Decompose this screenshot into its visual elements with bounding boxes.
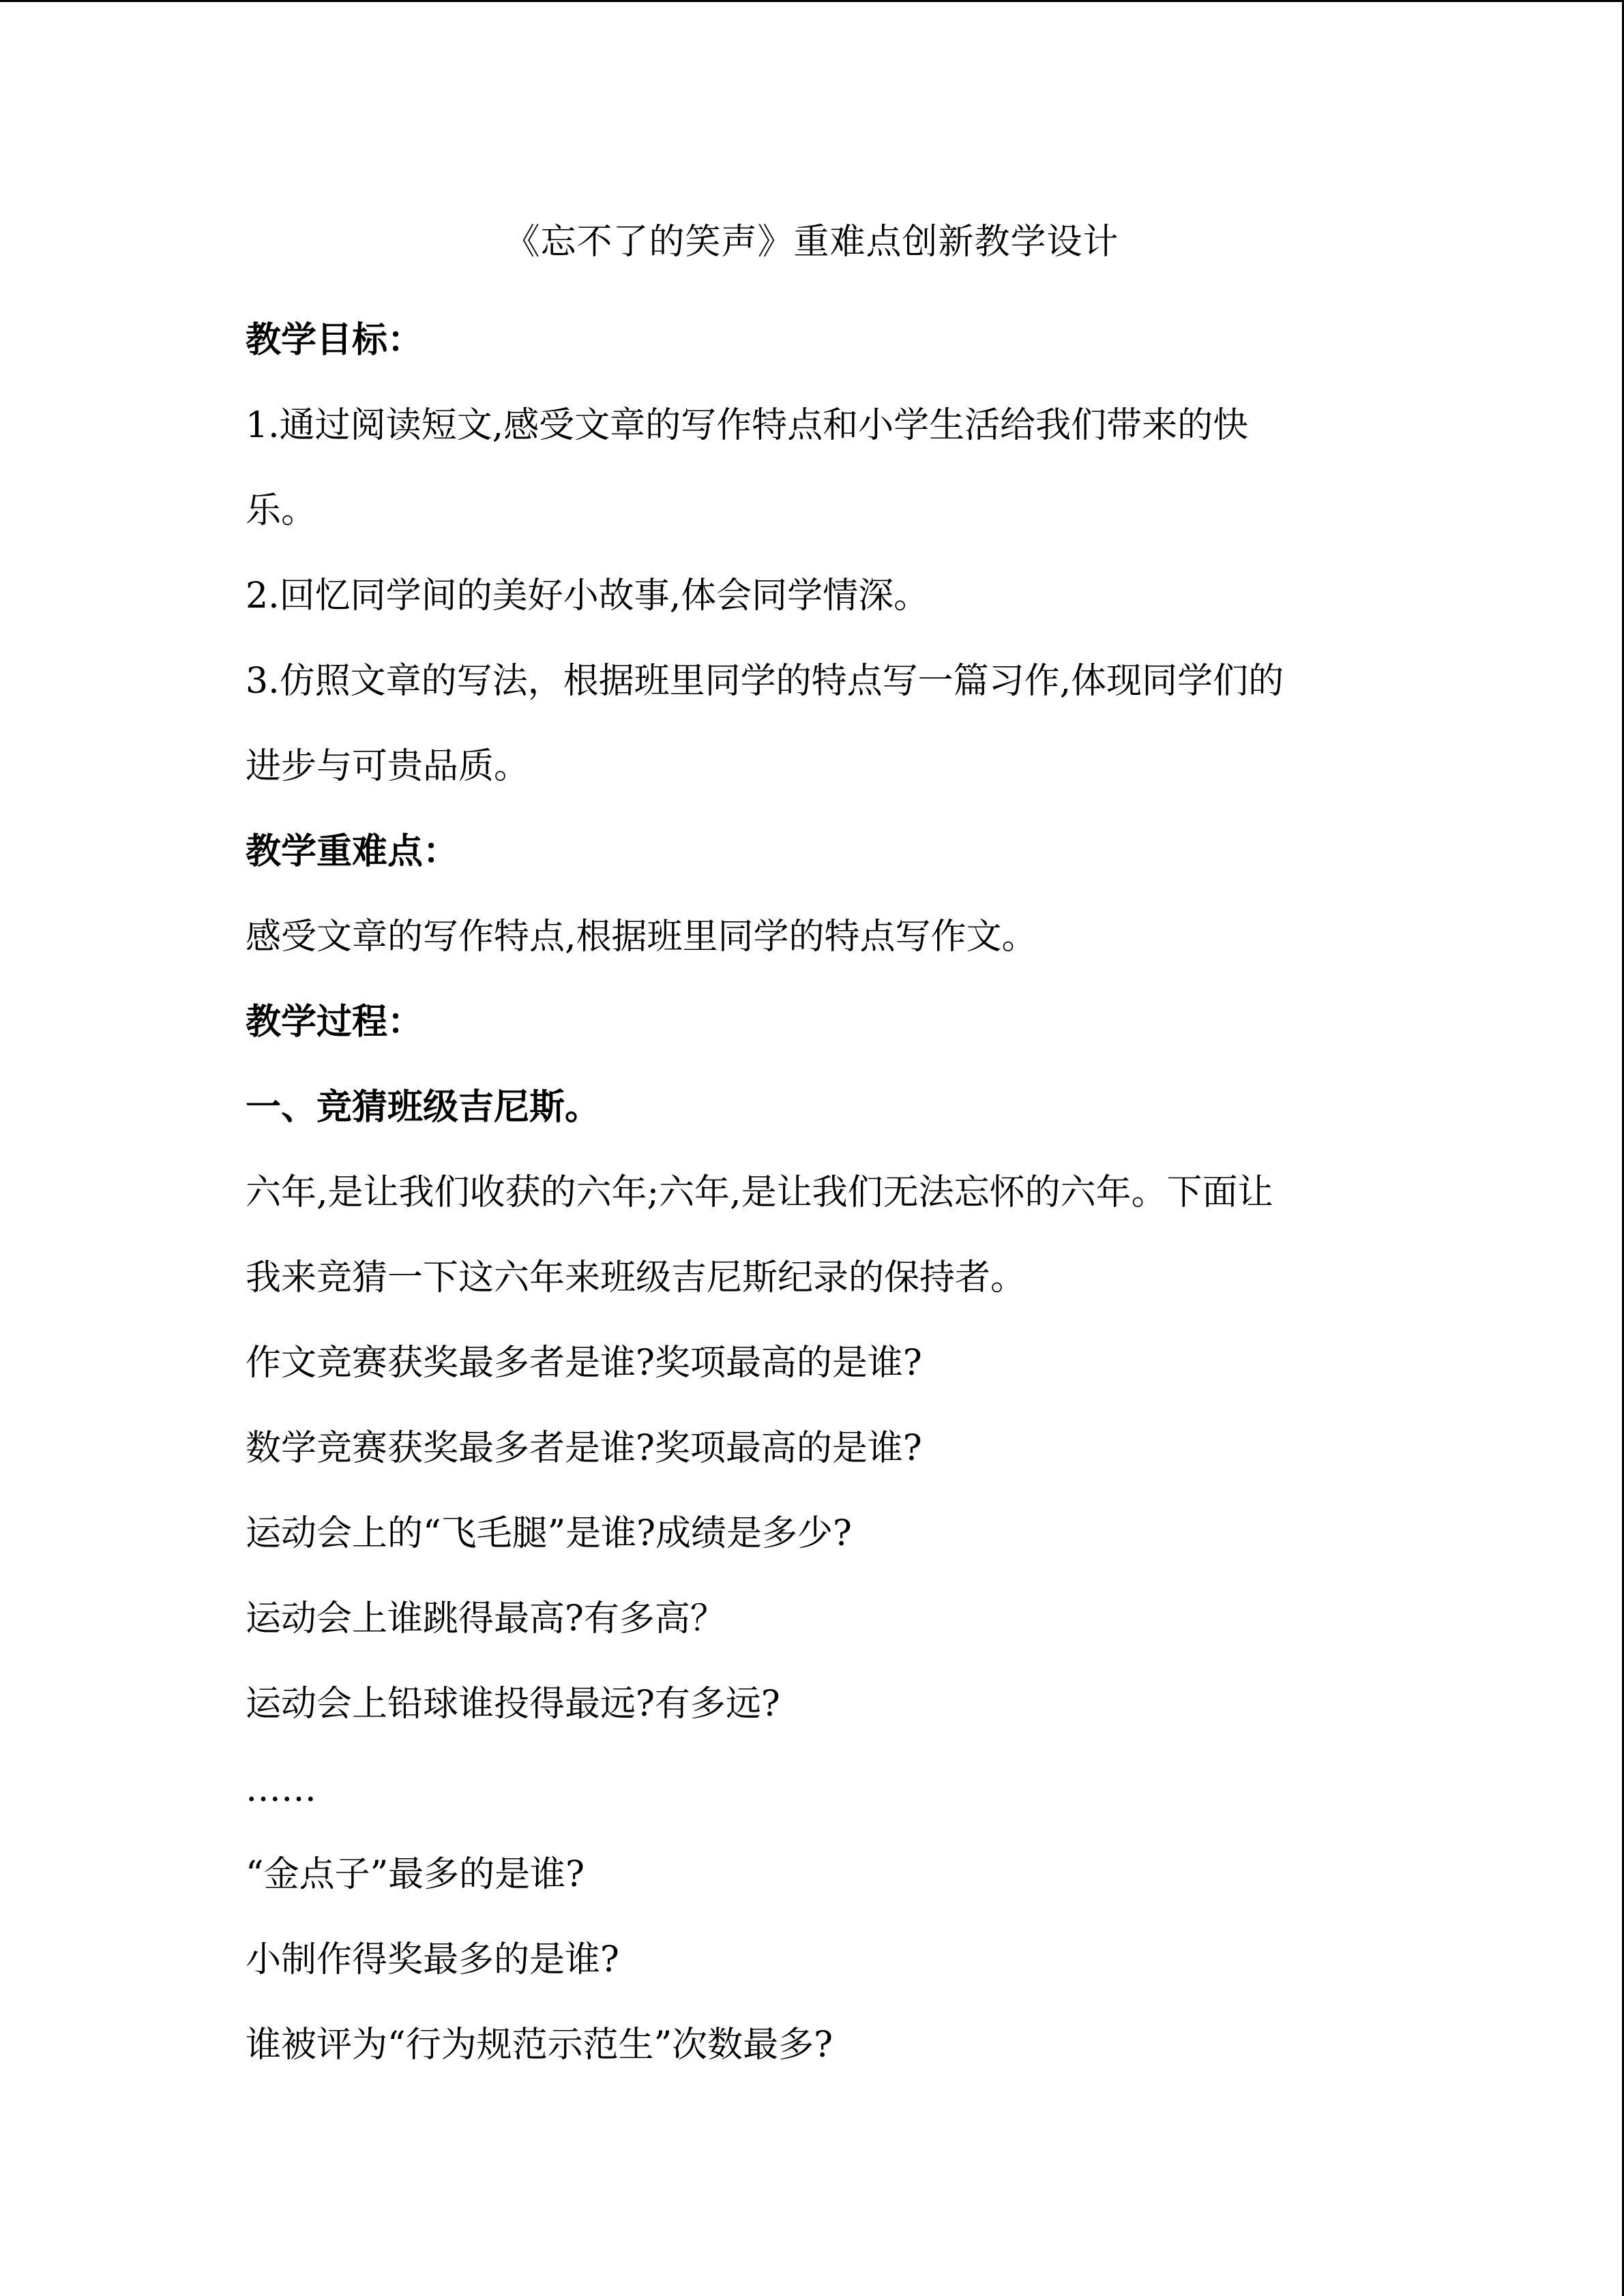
paragraph-line: 我来竞猜一下这六年来班级吉尼斯纪录的保持者。: [246, 1257, 1027, 1298]
heading-teaching-process: 教学过程：: [246, 1002, 424, 1043]
goal-2: 2.回忆同学间的美好小故事,体会同学情深。: [246, 576, 930, 616]
question-line: 运动会上铅球谁投得最远?有多远?: [246, 1684, 780, 1725]
section-1-heading: 一、竞猜班级吉尼斯。: [246, 1087, 601, 1128]
key-points-text: 感受文章的写作特点,根据班里同学的特点写作文。: [246, 916, 1037, 957]
goal-3-line-2: 进步与可贵品质。: [246, 746, 530, 787]
question-line: 作文竞赛获奖最多者是谁?奖项最高的是谁?: [246, 1343, 922, 1384]
question-line: 谁被评为“行为规范示范生”次数最多?: [246, 2025, 833, 2066]
question-line: 运动会上谁跳得最高?有多高？: [246, 1598, 726, 1639]
question-line: 运动会上的“飞毛腿”是谁?成绩是多少?: [246, 1513, 852, 1554]
question-line: “金点子”最多的是谁?: [246, 1854, 585, 1895]
document-title: 《忘不了的笑声》重难点创新教学设计: [504, 222, 1119, 263]
goal-1-line-2: 乐。: [246, 490, 317, 531]
ellipsis-line: ……: [246, 1769, 316, 1810]
heading-teaching-goals: 教学目标：: [246, 320, 424, 361]
document-body: [246, 213, 1378, 2088]
goal-3-line-1: 3.仿照文章的写法，根据班里同学的特点写一篇习作,体现同学们的: [246, 661, 1284, 702]
paragraph-line: 六年,是让我们收获的六年;六年,是让我们无法忘怀的六年。下面让: [246, 1172, 1273, 1213]
question-line: 数学竞赛获奖最多者是谁?奖项最高的是谁?: [246, 1428, 922, 1469]
heading-key-points: 教学重难点：: [246, 831, 459, 872]
question-line: 小制作得奖最多的是谁?: [246, 1939, 619, 1980]
goal-1-line-1: 1.通过阅读短文,感受文章的写作特点和小学生活给我们带来的快: [246, 405, 1249, 446]
